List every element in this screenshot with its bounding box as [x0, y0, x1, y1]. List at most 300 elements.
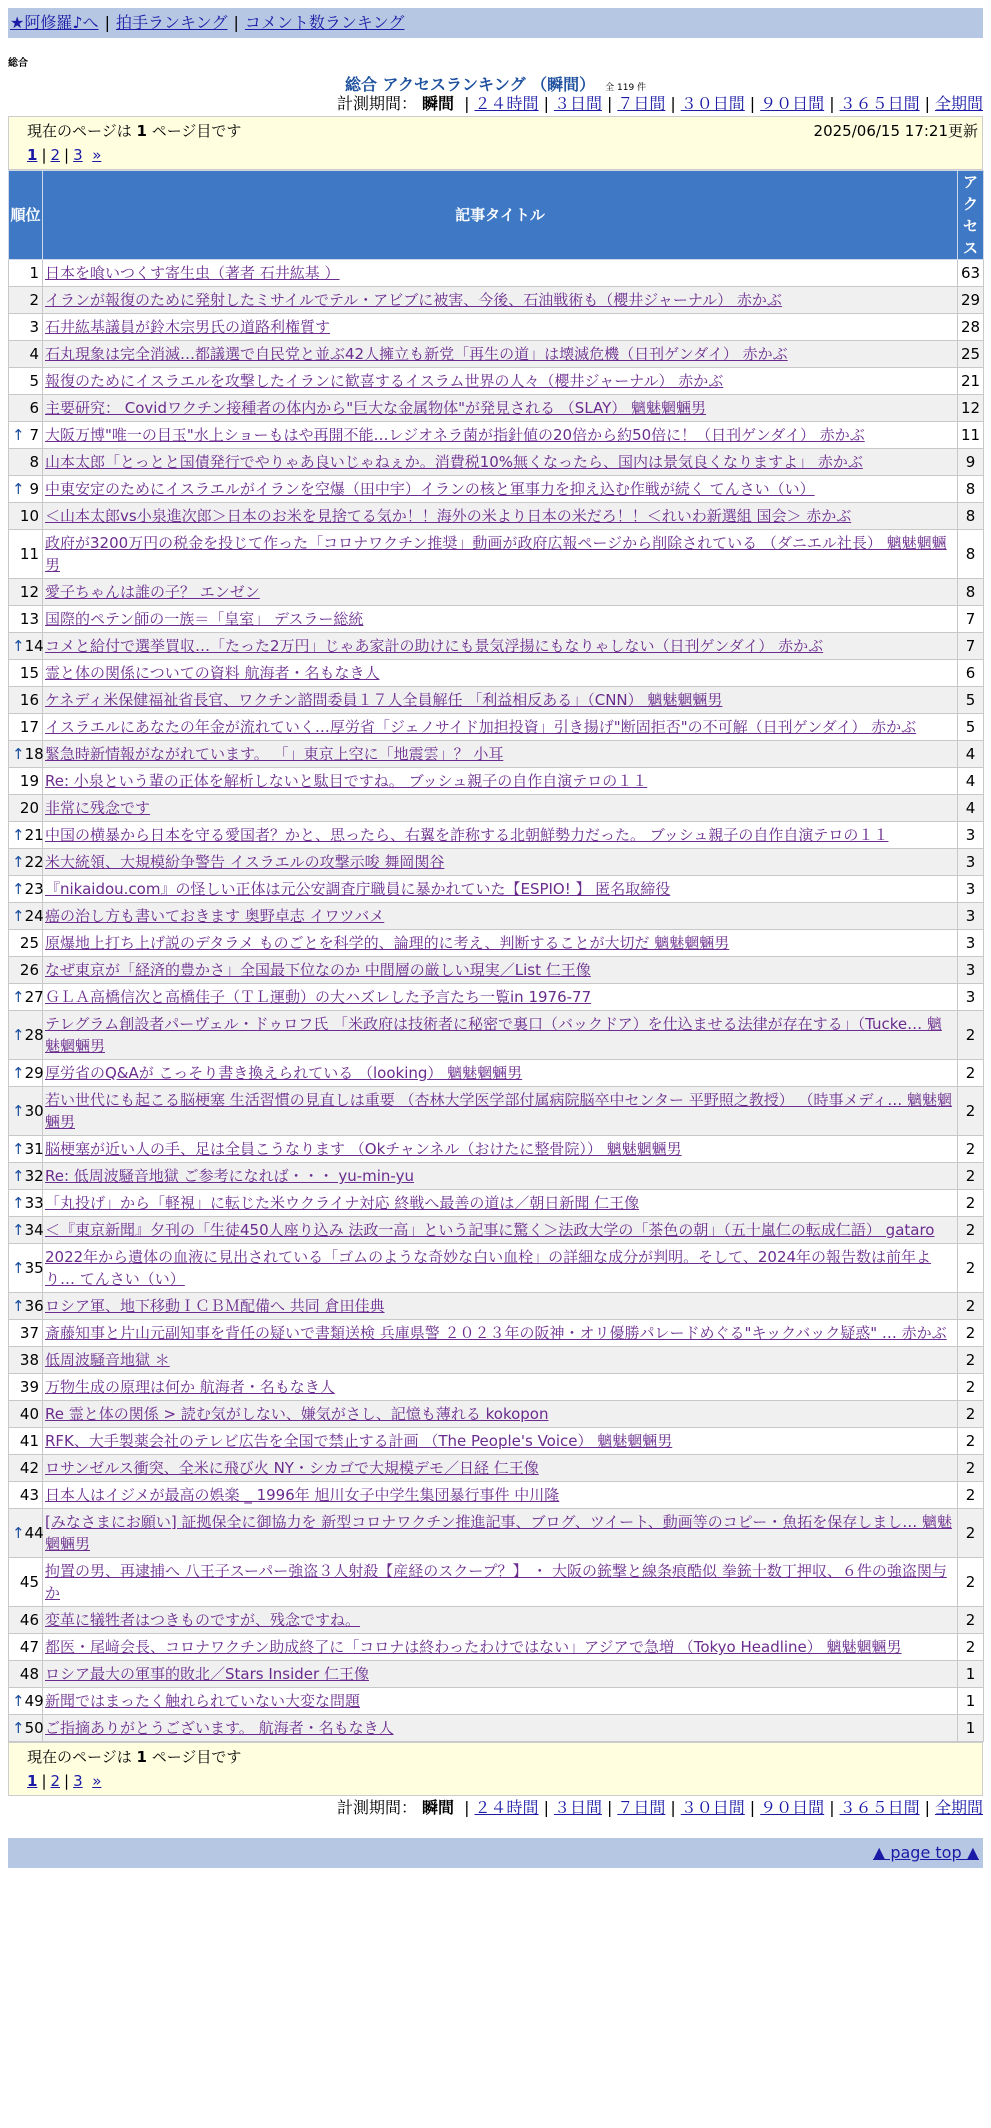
access-count: 3	[958, 876, 984, 903]
access-count: 28	[958, 314, 984, 341]
title-cell	[43, 1634, 958, 1661]
rank-cell	[9, 368, 43, 395]
period-current: 瞬間	[422, 94, 455, 113]
access-count: 12	[958, 395, 984, 422]
table-row	[9, 984, 984, 1011]
access-count: 9	[958, 449, 984, 476]
rank-up-arrow-icon: ↑	[12, 853, 25, 871]
rank-cell	[9, 1607, 43, 1634]
rank-number: 47	[19, 1638, 39, 1656]
title-cell	[43, 633, 958, 660]
rank-up-arrow-icon: ↑	[12, 880, 25, 898]
nav-separator: |	[104, 13, 110, 32]
title-cell	[43, 1293, 958, 1320]
clap-ranking-link[interactable]: 拍手ランキング	[115, 13, 228, 32]
period-link[interactable]: ２４時間	[474, 94, 539, 113]
access-count: 2	[958, 1011, 984, 1060]
article-link[interactable]: 石井紘基議員が鈴木宗男氏の道路利権質す	[45, 318, 331, 336]
next-page-link[interactable]: »	[92, 146, 102, 164]
period-separator: |	[749, 1798, 756, 1817]
article-link[interactable]: Re: 低周波騒音地獄 ご参考になれば・・・ yu-min-yu	[45, 1167, 414, 1185]
top-nav-bar	[8, 8, 983, 38]
rank-cell	[9, 1087, 43, 1136]
period-link[interactable]: ７日間	[617, 1798, 666, 1817]
article-link[interactable]: イランが報復のために発射したミサイルでテル・アビブに被害、今後、石油戦術も（櫻井ジャーナル） 赤かぶ	[45, 291, 782, 309]
period-link[interactable]: ３日間	[553, 1798, 602, 1817]
period-link[interactable]: ３０日間	[680, 1798, 745, 1817]
rank-cell	[9, 957, 43, 984]
title-cell	[43, 476, 958, 503]
article-link[interactable]: 中東安定のためにイスラエルがイランを空爆（田中宇）イランの核と軍事力を抑え込む作戦が続く てんさい（い）	[45, 480, 815, 498]
period-link[interactable]: 全期間	[934, 1798, 983, 1817]
bottom-bar	[8, 1838, 983, 1868]
access-count: 21	[958, 368, 984, 395]
article-link[interactable]: 厚労省のQ&Aが こっそり書き換えられている （looking） 魑魅魍魎男	[45, 1064, 523, 1082]
page-link[interactable]: 3	[73, 146, 83, 164]
period-link[interactable]: ９０日間	[760, 1798, 825, 1817]
rank-number: 6	[29, 399, 39, 417]
title-cell	[43, 768, 958, 795]
period-label: 計測期間：	[336, 94, 417, 113]
rank-cell	[9, 795, 43, 822]
ranking-title: 総合 アクセスランキング （瞬間）	[344, 75, 596, 94]
rank-cell	[9, 1509, 43, 1558]
article-link[interactable]: 石丸現象は完全消滅…都議選で自民党と並ぶ42人擁立も新党「再生の道」は壊滅危機（日刊ゲンダイ） 赤かぶ	[45, 345, 788, 363]
rank-number: 3	[29, 318, 39, 336]
rank-cell	[9, 1244, 43, 1293]
rank-number: 23	[24, 880, 44, 898]
rank-number: 7	[29, 426, 39, 444]
table-row	[9, 687, 984, 714]
period-links	[459, 1798, 983, 1817]
rank-number: 18	[24, 745, 44, 763]
title-cell	[43, 1607, 958, 1634]
pagination	[27, 143, 976, 167]
page-link[interactable]: 3	[73, 1772, 83, 1790]
page-link[interactable]: 1	[27, 146, 38, 164]
rank-cell	[9, 1347, 43, 1374]
header-rank: 順位	[9, 171, 43, 260]
table-row	[9, 768, 984, 795]
rank-number: 26	[19, 961, 39, 979]
article-link[interactable]: ケネディ米保健福祉省長官、ワクチン諮問委員１７人全員解任 「利益相反ある」（CNN） 魑魅魍魎男	[45, 691, 723, 709]
table-row	[9, 1244, 984, 1293]
title-cell	[43, 984, 958, 1011]
title-cell	[43, 822, 958, 849]
rank-cell	[9, 341, 43, 368]
pager-separator: |	[41, 1772, 47, 1790]
rank-number: 39	[19, 1378, 39, 1396]
access-count: 2	[958, 1163, 984, 1190]
rank-number: 32	[24, 1167, 44, 1185]
ranking-table	[8, 170, 984, 1742]
access-count: 25	[958, 341, 984, 368]
rank-up-arrow-icon: ↑	[12, 1140, 25, 1158]
title-cell	[43, 660, 958, 687]
rank-number: 16	[19, 691, 39, 709]
article-link[interactable]: Re 霊と体の関係 > 読む気がしない、嫌気がさし、記憶も薄れる kokopon	[45, 1405, 549, 1423]
table-row	[9, 1190, 984, 1217]
table-row	[9, 714, 984, 741]
page-status-line: 現在のページは 1 ページ目です	[27, 1748, 242, 1766]
rank-cell	[9, 1374, 43, 1401]
title-cell	[43, 449, 958, 476]
rank-up-arrow-icon: ↑	[12, 1167, 25, 1185]
rank-up-arrow-icon: ↑	[12, 1064, 25, 1082]
page-status-line: 現在のページは 1 ページ目です	[27, 122, 242, 140]
access-count: 8	[958, 530, 984, 579]
period-link[interactable]: ９０日間	[760, 94, 825, 113]
rank-cell	[9, 503, 43, 530]
rank-number: 41	[19, 1432, 39, 1450]
rank-cell	[9, 606, 43, 633]
rank-number: 48	[19, 1665, 39, 1683]
rank-cell	[9, 930, 43, 957]
article-link[interactable]: 変革に犠牲者はつきものですが、残念ですね。	[45, 1611, 361, 1629]
title-cell	[43, 1347, 958, 1374]
article-link[interactable]: 万物生成の原理は何か 航海者・名もなき人	[45, 1378, 335, 1396]
rank-cell	[9, 260, 43, 287]
access-count: 2	[958, 1217, 984, 1244]
table-row	[9, 579, 984, 606]
title-cell	[43, 579, 958, 606]
article-link[interactable]: Re: 小泉という輩の正体を解析しないと駄目ですね。 ブッシュ親子の自作自演テロの１１	[45, 772, 648, 790]
rank-up-arrow-icon: ↑	[12, 1259, 25, 1277]
rank-number: 21	[24, 826, 44, 844]
page-link[interactable]: 2	[50, 146, 61, 164]
article-link[interactable]: ＧＬＡ高橋信次と高橋佳子（ＴＬ運動）の大ハズレした予言たち一覧in 1976-77	[45, 988, 592, 1006]
article-link[interactable]: 非常に残念です	[45, 799, 151, 817]
title-cell	[43, 1509, 958, 1558]
pager-separator: |	[64, 1772, 70, 1790]
title-cell	[43, 1715, 958, 1742]
rank-cell	[9, 579, 43, 606]
rank-up-arrow-icon: ↑	[12, 637, 25, 655]
title-cell	[43, 395, 958, 422]
title-cell	[43, 1060, 958, 1087]
title-cell	[43, 1455, 958, 1482]
rank-cell	[9, 687, 43, 714]
table-row	[9, 741, 984, 768]
title-cell	[43, 849, 958, 876]
rank-cell	[9, 660, 43, 687]
updated-timestamp: 2025/06/15 17:21更新	[813, 122, 978, 140]
rank-cell	[9, 741, 43, 768]
access-count: 1	[958, 1661, 984, 1688]
access-count: 2	[958, 1509, 984, 1558]
access-count: 11	[958, 422, 984, 449]
title-cell	[43, 260, 958, 287]
article-link[interactable]: 報復のためにイスラエルを攻撃したイランに歓喜するイスラム世界の人々（櫻井ジャーナル） 赤かぶ	[45, 372, 724, 390]
title-cell	[43, 1401, 958, 1428]
access-count: 1	[958, 1715, 984, 1742]
period-selector-top	[8, 92, 983, 116]
article-link[interactable]: 日本を喰いつくす寄生虫（著者 石井紘基 ）	[45, 264, 340, 282]
rank-cell	[9, 633, 43, 660]
table-row	[9, 1217, 984, 1244]
rank-cell	[9, 1163, 43, 1190]
access-count: 2	[958, 1634, 984, 1661]
rank-number: 14	[24, 637, 44, 655]
table-row	[9, 1163, 984, 1190]
rank-number: 40	[19, 1405, 39, 1423]
rank-number: 24	[24, 907, 44, 925]
rank-cell	[9, 476, 43, 503]
table-row	[9, 1320, 984, 1347]
page-top-link[interactable]: ▲ page top ▲	[872, 1843, 979, 1862]
table-row	[9, 903, 984, 930]
current-page-number: 1	[136, 1748, 147, 1766]
period-link[interactable]: ３６５日間	[839, 94, 920, 113]
period-link[interactable]: ７日間	[617, 94, 666, 113]
rank-cell	[9, 422, 43, 449]
access-count: 4	[958, 795, 984, 822]
rank-cell	[9, 849, 43, 876]
title-cell	[43, 1661, 958, 1688]
rank-up-arrow-icon: ↑	[12, 988, 25, 1006]
period-link[interactable]: ３日間	[553, 94, 602, 113]
rank-number: 27	[24, 988, 44, 1006]
rank-cell	[9, 903, 43, 930]
article-link[interactable]: 霊と体の関係についての資料 航海者・名もなき人	[45, 664, 380, 682]
title-cell	[43, 876, 958, 903]
page-status-top	[8, 116, 983, 170]
page-link[interactable]: 1	[27, 1772, 38, 1790]
rank-cell	[9, 1688, 43, 1715]
table-header-row	[9, 171, 984, 260]
rank-cell	[9, 1455, 43, 1482]
article-link[interactable]: 都医・尾﨑会長、コロナワクチン助成終了に「コロナは終わったわけではない」アジアで急増 （Tokyo Headline） 魑魅魍魎男	[45, 1638, 902, 1656]
article-link[interactable]: ご指摘ありがとうございます。 航海者・名もなき人	[45, 1719, 394, 1737]
rank-cell	[9, 1661, 43, 1688]
period-link[interactable]: ３０日間	[680, 94, 745, 113]
rank-number: 5	[29, 372, 39, 390]
rank-number: 49	[24, 1692, 44, 1710]
rank-number: 34	[24, 1221, 44, 1239]
article-link[interactable]: イスラエルにあなたの年金が流れていく…厚労省「ジェノサイド加担投資」引き揚げ"断固拒否"の不可解（日刊ゲンダイ） 赤かぶ	[45, 718, 917, 736]
rank-cell	[9, 1293, 43, 1320]
table-row	[9, 930, 984, 957]
access-count: 7	[958, 606, 984, 633]
rank-up-arrow-icon: ↑	[12, 426, 25, 444]
table-row	[9, 633, 984, 660]
table-row	[9, 606, 984, 633]
article-link[interactable]: ロサンゼルス衝突、全米に飛び火 NY・シカゴで大規模デモ／日経 仁王像	[45, 1459, 539, 1477]
pagination	[27, 1769, 976, 1793]
rank-cell	[9, 1060, 43, 1087]
table-row	[9, 1401, 984, 1428]
access-count: 3	[958, 957, 984, 984]
article-link[interactable]: 原爆地上打ち上げ説のデタラメ ものごとを科学的、論理的に考え、判断することが大切だ 魑魅魍魎男	[45, 934, 730, 952]
article-link[interactable]: 2022年から遺体の血液に見出されている「ゴムのような奇妙な白い血栓」の詳細な成分が判明。そして、2024年の報告数は前年より… てんさい（い）	[45, 1248, 932, 1288]
title-cell	[43, 1190, 958, 1217]
article-link[interactable]: 癌の治し方も書いておきます 奥野卓志 イワツバメ	[45, 907, 385, 925]
access-count: 2	[958, 1293, 984, 1320]
rank-number: 36	[24, 1297, 44, 1315]
period-link[interactable]: ３６５日間	[839, 1798, 920, 1817]
rank-up-arrow-icon: ↑	[12, 1026, 25, 1044]
rank-number: 20	[19, 799, 39, 817]
period-link[interactable]: ２４時間	[474, 1798, 539, 1817]
period-separator: |	[543, 1798, 549, 1817]
table-row	[9, 1136, 984, 1163]
rank-number: 50	[24, 1719, 44, 1737]
article-link[interactable]: ＜『東京新聞』夕刊の「生徒450人座り込み 法政一高」という記事に驚く＞法政大学の「茶色の朝」（五十嵐仁の転成仁語） gataro	[45, 1221, 935, 1239]
access-count: 2	[958, 1060, 984, 1087]
article-link[interactable]: 政府が3200万円の税金を投じて作った「コロナワクチン推奨」動画が政府広報ページから削除されている （ダニエル社長） 魑魅魍魎男	[45, 534, 947, 574]
header-access: アクセス	[958, 171, 984, 260]
access-count: 1	[958, 1688, 984, 1715]
period-separator: |	[464, 94, 470, 113]
article-link[interactable]: RFK、大手製薬会社のテレビ広告を全国で禁止する計画 （The People's Voice） 魑魅魍魎男	[45, 1432, 673, 1450]
table-row	[9, 341, 984, 368]
rank-cell	[9, 1217, 43, 1244]
title-cell	[43, 314, 958, 341]
rank-up-arrow-icon: ↑	[12, 1102, 25, 1120]
page-title	[8, 72, 983, 92]
rank-cell	[9, 1482, 43, 1509]
article-link[interactable]: 脳梗塞が近い人の手、足は全員こうなります （Okチャンネル（おけたに整骨院）） 魑魅魍魎男	[45, 1140, 682, 1158]
table-row	[9, 395, 984, 422]
current-page-number: 1	[136, 122, 147, 140]
access-count: 6	[958, 660, 984, 687]
article-link[interactable]: 国際的ペテン師の一族＝「皇室」 デスラー総統	[45, 610, 364, 628]
rank-cell	[9, 1190, 43, 1217]
rank-cell	[9, 1715, 43, 1742]
article-link[interactable]: 斎藤知事と片山元副知事を背任の疑いで書類送検 兵庫県警 ２０２３年の阪神・オリ優勝パレードめぐる"キックバック疑惑" … 赤かぶ	[45, 1324, 947, 1342]
period-label: 計測期間：	[336, 1798, 417, 1817]
rank-number: 31	[24, 1140, 44, 1158]
article-link[interactable]: 若い世代にも起こる脳梗塞 生活習慣の見直しは重要 （杏林大学医学部付属病院脳卒中センター 平野照之教授） （時事メディ… 魑魅魍魎男	[45, 1091, 953, 1131]
article-link[interactable]: 主要研究： Covidワクチン接種者の体内から"巨大な金属物体"が発見される （SLAY） 魑魅魍魎男	[45, 399, 707, 417]
table-row	[9, 1558, 984, 1607]
article-link[interactable]: コメと給付で選挙買収…「たった2万円」じゃあ家計の助けにも景気浮揚にもなりゃしない（日刊ゲンダイ） 赤かぶ	[45, 637, 824, 655]
article-link[interactable]: 山本太郎「とっとと国債発行でやりゃあ良いじゃねぇか。消費税10%無くなったら、国内は景気良くなりますよ」 赤かぶ	[45, 453, 863, 471]
rank-number: 44	[24, 1524, 44, 1542]
article-link[interactable]: ロシア最大の軍事的敗北／Stars Insider 仁王像	[45, 1665, 369, 1683]
rank-number: 13	[19, 610, 39, 628]
article-link[interactable]: 拘置の男、再逮捕へ 八王子スーパー強盗３人射殺【産経のスクープ？】 ・ 大阪の銃撃と線条痕酷似 拳銃十数丁押収、６件の強盗関与か	[45, 1562, 947, 1602]
rank-up-arrow-icon: ↑	[12, 480, 25, 498]
access-count: 2	[958, 1558, 984, 1607]
rank-number: 30	[24, 1102, 44, 1120]
article-link[interactable]: ＜山本太郎vs小泉進次郎＞日本のお米を見捨てる気か！！海外の米より日本の米だろ！！＜れいわ新選組 国会＞ 赤かぶ	[45, 507, 852, 525]
rank-up-arrow-icon: ↑	[12, 1194, 25, 1212]
article-link[interactable]: 『nikaidou.com』の怪しい正体は元公安調査庁職員に暴かれていた【ESPIO! 】 匿名取締役	[45, 880, 671, 898]
pager-separator: |	[41, 146, 47, 164]
comment-ranking-link[interactable]: コメント数ランキング	[244, 13, 405, 32]
period-link[interactable]: 全期間	[934, 94, 983, 113]
article-link[interactable]: 米大統領、大規模紛争警告 イスラエルの攻撃示唆 舞岡関谷	[45, 853, 445, 871]
title-cell	[43, 1320, 958, 1347]
period-links	[459, 94, 983, 113]
rank-number: 45	[19, 1573, 39, 1591]
title-cell	[43, 1163, 958, 1190]
title-cell	[43, 714, 958, 741]
table-row	[9, 1428, 984, 1455]
access-count: 3	[958, 984, 984, 1011]
article-link[interactable]: ロシア軍、地下移動ＩＣＢＭ配備へ 共同 倉田佳典	[45, 1297, 385, 1315]
article-link[interactable]: 大阪万博"唯一の目玉"水上ショーもはや再開不能…レジオネラ菌が指針値の20倍から約50倍に！（日刊ゲンダイ） 赤かぶ	[45, 426, 865, 444]
table-row	[9, 1347, 984, 1374]
rank-number: 22	[24, 853, 44, 871]
article-link[interactable]: 「丸投げ」から「軽視」に転じた米ウクライナ対応 終戦へ最善の道は／朝日新聞 仁王像	[45, 1194, 640, 1212]
access-count: 3	[958, 903, 984, 930]
rank-number: 28	[24, 1026, 44, 1044]
next-page-link[interactable]: »	[92, 1772, 102, 1790]
title-cell	[43, 1374, 958, 1401]
article-link[interactable]: 中国の横暴から日本を守る愛国者？かと、思ったら、右翼を詐称する北朝鮮勢力だった。 ブッシュ親子の自作自演テロの１１	[45, 826, 889, 844]
period-separator: |	[829, 94, 835, 113]
rank-up-arrow-icon: ↑	[12, 1692, 25, 1710]
pager-separator: |	[64, 146, 70, 164]
table-row	[9, 1482, 984, 1509]
access-count: 5	[958, 687, 984, 714]
section-label: 総合	[8, 58, 28, 69]
period-separator: |	[924, 94, 930, 113]
rank-number: 10	[19, 507, 39, 525]
access-count: 4	[958, 768, 984, 795]
rank-cell	[9, 1634, 43, 1661]
page-link[interactable]: 2	[50, 1772, 61, 1790]
rank-cell	[9, 395, 43, 422]
rank-number: 11	[19, 545, 39, 563]
rank-number: 37	[19, 1324, 39, 1342]
title-cell	[43, 530, 958, 579]
table-row	[9, 660, 984, 687]
article-link[interactable]: なぜ東京が「経済的豊かさ」全国最下位なのか 中間層の厳しい現実／List 仁王像	[45, 961, 591, 979]
table-row	[9, 822, 984, 849]
home-link[interactable]: ★阿修羅♪へ	[10, 13, 99, 32]
rank-cell	[9, 314, 43, 341]
article-link[interactable]: [みなさまにお願い] 証拠保全に御協力を 新型コロナワクチン推進記事、ブログ、ツイート、動画等のコピー・魚拓を保存しまし… 魑魅魍魎男	[45, 1513, 952, 1553]
period-separator: |	[606, 94, 613, 113]
rank-cell	[9, 822, 43, 849]
access-count: 4	[958, 741, 984, 768]
article-link[interactable]: 愛子ちゃんは誰の子？ エンゼン	[45, 583, 260, 601]
title-cell	[43, 287, 958, 314]
title-cell	[43, 930, 958, 957]
title-cell	[43, 1428, 958, 1455]
rank-up-arrow-icon: ↑	[12, 826, 25, 844]
rank-cell	[9, 768, 43, 795]
rank-cell	[9, 1136, 43, 1163]
table-row	[9, 1374, 984, 1401]
article-link[interactable]: 日本人はイジメが最高の娯楽 _ 1996年 旭川女子中学生集団暴行事件 中川隆	[45, 1486, 560, 1504]
rank-cell	[9, 449, 43, 476]
title-cell	[43, 1558, 958, 1607]
access-count: 3	[958, 849, 984, 876]
access-count: 2	[958, 1320, 984, 1347]
rank-number: 46	[19, 1611, 39, 1629]
period-current: 瞬間	[422, 1798, 455, 1817]
rank-cell	[9, 984, 43, 1011]
access-count: 2	[958, 1190, 984, 1217]
title-cell	[43, 1482, 958, 1509]
table-row	[9, 260, 984, 287]
table-row	[9, 1607, 984, 1634]
article-link[interactable]: テレグラム創設者パーヴェル・ドゥロフ氏 「米政府は技術者に秘密で裏口（バックドア）を仕込ませる法律が存在する」（Tucke… 魑魅魍魎男	[45, 1015, 942, 1055]
title-cell	[43, 1087, 958, 1136]
rank-number: 35	[24, 1259, 44, 1277]
rank-number: 33	[24, 1194, 44, 1212]
article-link[interactable]: 低周波騒音地獄 ＊	[45, 1351, 170, 1369]
rank-number: 25	[19, 934, 39, 952]
article-link[interactable]: 緊急時新情報がながれています。 「」東京上空に「地震雲」？ 小耳	[45, 745, 504, 763]
article-link[interactable]: 新聞ではまったく触れられていない大変な問題	[45, 1692, 361, 1710]
access-count: 2	[958, 1428, 984, 1455]
title-cell	[43, 687, 958, 714]
